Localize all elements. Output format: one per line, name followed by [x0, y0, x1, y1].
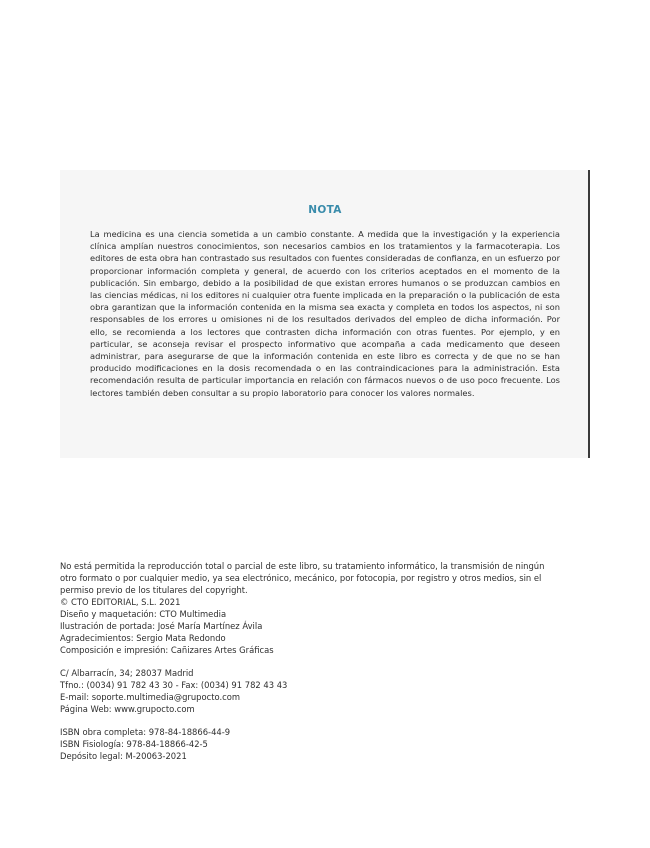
- note-body: La medicina es una ciencia sometida a un cambio constante. A medida que la investigación y la experiencia clínica amplían nuestros conocimientos, son necesarios cambios en los tratamientos y la farmacoterapia. Los editores de esta obra han contrastado sus resultados con fuentes consideradas de confianza, en un esfuerzo por proporcionar información completa y general, de acuerdo con los criterios aceptados en el momento de la publicación. Sin embargo, debido a la posibilidad de que existan errores humanos o se produzcan cambios en las ciencias médicas, ni los editores ni cualquier otra fuente implicada en la preparación o la publicación de esta obra garantizan que la información contenida en la misma sea exacta y completa en todos los aspectos, ni son responsables de los errores u omisiones ni de los resultados derivados del empleo de dicha información. Por ello, se recomienda a los lectores que contrasten dicha información con otras fuentes. Por ejemplo, y en particular, se aconseja revisar el prospecto informativo que acompaña a cada medicamento que deseen administrar, para asegurarse de que la información contenida en este libro es correcta y de que no se han producido modificaciones en la dosis recomendada o en las contraindicaciones para la administración. Esta recomendación resulta de particular importancia en relación con fármacos nuevos o de uso poco frecuente. Los lectores también deben consultar a su propio laboratorio para conocer los valores normales.: [90, 229, 560, 398]
- address-line: C/ Albarracín, 34; 28037 Madrid: [60, 668, 194, 678]
- copyright-line: © CTO EDITORIAL, S.L. 2021: [60, 597, 181, 607]
- staff-line: Composición e impresión: Cañizares Artes Gráficas: [60, 645, 274, 655]
- note-title: NOTA: [308, 204, 342, 216]
- staff-line: Ilustración de portada: José María Martínez Ávila: [60, 621, 263, 631]
- email-line: E-mail: soporte.multimedia@grupocto.com: [60, 692, 240, 702]
- legal-deposit-line: Depósito legal: M-20063-2021: [60, 751, 187, 761]
- rights-notice: No está permitida la reproducción total o parcial de este libro, su tratamiento informático, la transmisión de ningún otro formato o por cualquier medio, ya sea electrónico, mecánico, por fotocopia, por registro y otros medios, sin el permiso previo de los titulares del copyright.: [60, 561, 545, 595]
- website-line: Página Web: www.grupocto.com: [60, 704, 195, 714]
- contact-info: [60, 667, 560, 715]
- staff-credits: [60, 608, 560, 656]
- staff-line: Agradecimientos: Sergio Mata Redondo: [60, 633, 226, 643]
- isbn-complete-line: ISBN obra completa: 978-84-18866-44-9: [60, 727, 231, 737]
- phone-fax-line: Tfno.: (0034) 91 782 43 30 - Fax: (0034) 91 782 43 43: [60, 680, 288, 690]
- isbn-volume-line: ISBN Fisiología: 978-84-18866-42-5: [60, 739, 208, 749]
- staff-line: Diseño y maquetación: CTO Multimedia: [60, 609, 227, 619]
- credits: [60, 560, 560, 773]
- isbn-info: [60, 726, 560, 762]
